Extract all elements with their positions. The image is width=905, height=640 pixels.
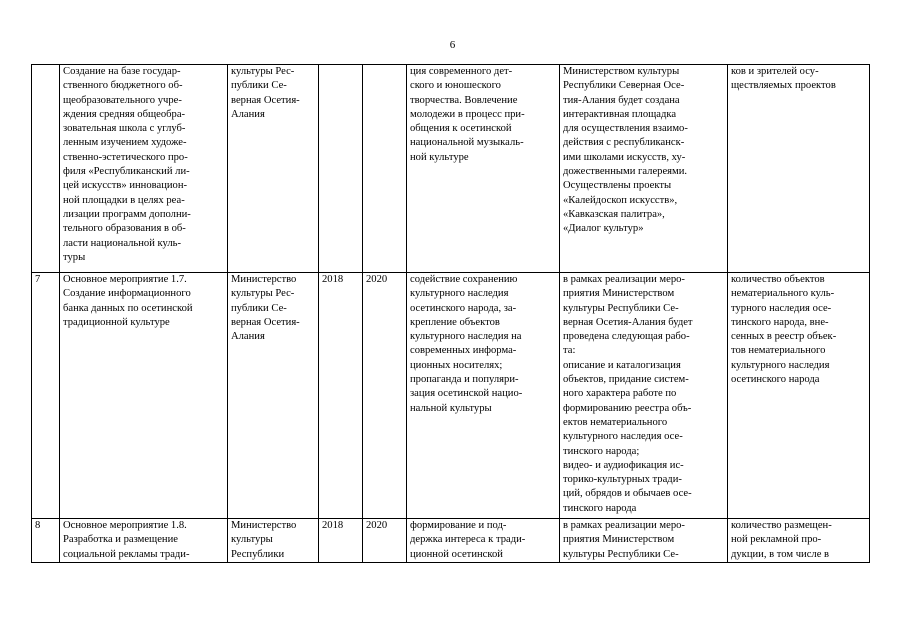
page-number: 6 xyxy=(449,39,456,51)
measure-name-cell: Создание на базе государ- ственного бюджетного об- щеобразовательного учре- ждения средняя общеобра- зовательная школа с углуб- ленным изучением художе- ственно-эстетического про- филя «Республиканский ли- цей искусств» инновацион- ной площадки в целях реа- лизации программ дополни- тельного образования в об- ласти национальной куль- туры xyxy=(60,65,228,273)
row-number-cell: 7 xyxy=(32,273,60,519)
table-row xyxy=(32,65,870,273)
measure-name-cell: Основное мероприятие 1.7. Создание информационного банка данных по осетинской традиционной культуре xyxy=(60,273,228,519)
table-row xyxy=(32,519,870,563)
results-cell: в рамках реализации меро- приятия Министерством культуры Республики Се- верная Осетия-Алания будет проведена следующая рабо- та: описание и каталогизация объектов, придание систем- ного характера работе по формированию реестра объ- ектов нематериального культурного наследия осе- тинского народа; видео- и аудиофикация ис- торико-культурных тради- ций, обрядов и обычаев осе- тинского народа xyxy=(560,273,728,519)
goals-cell: ция современного дет- ского и юношеского творчества. Вовлечение молодежи в процесс при- общения к осетинской национальной музыкаль- ной культуре xyxy=(407,65,560,273)
indicators-cell: количество размещен- ной рекламной про- дукции, в том числе в xyxy=(728,519,870,563)
goals-cell: содействие сохранению культурного наследия осетинского народа, за- крепление объектов культурного наследия на современных информа- ционных носителях; пропаганда и популяри- зация осетинской нацио- нальной культуры xyxy=(407,273,560,519)
results-cell: Министерством культуры Республики Северная Осе- тия-Алания будет создана интерактивная площадка для осуществления взаимо- действия с республиканск- ими школами искусств, ху- дожественными галереями. Осуществлены проекты «Калейдоскоп искусств», «Кавказская палитра», «Диалог культур» xyxy=(560,65,728,273)
results-cell: в рамках реализации меро- приятия Министерством культуры Республики Се- xyxy=(560,519,728,563)
start-year-cell: 2018 xyxy=(319,273,363,519)
start-year-cell: 2018 xyxy=(319,519,363,563)
indicators-cell: количество объектов нематериального куль- турного наследия осе- тинского народа, вне- сенных в реестр объек- тов нематериального культурного наследия осетинского народа xyxy=(728,273,870,519)
end-year-cell: 2020 xyxy=(363,273,407,519)
row-number-cell xyxy=(32,65,60,273)
end-year-cell: 2020 xyxy=(363,519,407,563)
measure-name-cell: Основное мероприятие 1.8. Разработка и размещение социальной рекламы тради- xyxy=(60,519,228,563)
executor-cell: Министерство культуры Рес- публики Се- верная Осетия- Алания xyxy=(228,273,319,519)
indicators-cell: ков и зрителей осу- ществляемых проектов xyxy=(728,65,870,273)
start-year-cell xyxy=(319,65,363,273)
row-number-cell: 8 xyxy=(32,519,60,563)
executor-cell: культуры Рес- публики Се- верная Осетия- Алания xyxy=(228,65,319,273)
goals-cell: формирование и под- держка интереса к тради- ционной осетинской xyxy=(407,519,560,563)
program-table xyxy=(31,64,870,563)
table-row xyxy=(32,273,870,519)
executor-cell: Министерство культуры Республики xyxy=(228,519,319,563)
end-year-cell xyxy=(363,65,407,273)
